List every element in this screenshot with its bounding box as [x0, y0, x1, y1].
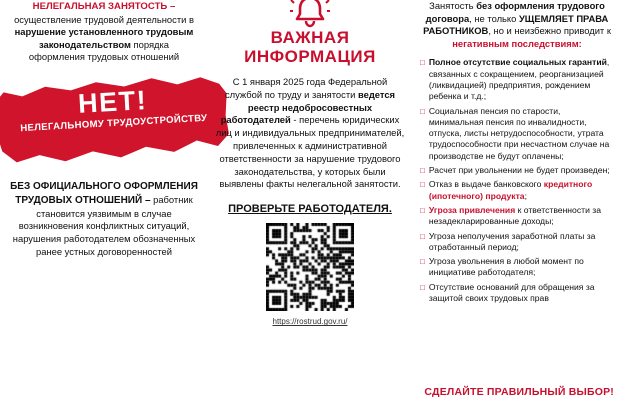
list-item-text: Угроза увольнения в любой момент по инициативе работодателя; [428, 256, 584, 278]
list-item [420, 282, 614, 305]
bullet-square-icon: □ [420, 106, 425, 116]
qr-code-canvas[interactable] [266, 223, 354, 311]
bell-icon [290, 0, 330, 28]
list-item [420, 231, 614, 254]
qr-code[interactable] [266, 223, 354, 311]
definition-text: НЕЛЕГАЛЬНАЯ ЗАНЯТОСТЬ – осуществление трудовой деятельности в нарушение установленного трудовым законодательством порядка оформления трудовых отношений [14, 1, 194, 63]
left-column [0, 0, 206, 400]
final-call-to-action: СДЕЛАЙТЕ ПРАВИЛЬНЫЙ ВЫБОР! [424, 386, 614, 398]
no-contract-warning-text: БЕЗ ОФИЦИАЛЬНОГО ОФОРМЛЕНИЯ ТРУДОВЫХ ОТНОШЕНИЙ – работник становится уязвимым в случае возникновения конфликтных ситуаций, нарушения работодателем обозначенных ранее устных договоренностей [10, 180, 198, 257]
rostrud-url-link[interactable]: https://rostrud.gov.ru/ [272, 317, 348, 327]
middle-column [206, 0, 414, 400]
bullet-square-icon: □ [420, 257, 425, 267]
list-item-text: Угроза неполучения заработной платы за отработанный период; [428, 230, 596, 252]
consequences-list [420, 57, 614, 304]
banner-word: НЕТ! [77, 85, 148, 119]
bullet-square-icon: □ [420, 282, 425, 292]
list-item [420, 165, 614, 176]
right-column [414, 0, 624, 400]
important-info-title: ВАЖНАЯ ИНФОРМАЦИЯ [244, 28, 376, 66]
bullet-square-icon: □ [420, 166, 425, 176]
no-illegal-employment-banner [10, 72, 208, 168]
list-item-text: Полное отсутствие социальных гарантий, связанных с сокращением, реорганизацией (ликвидацией) предприятия, рождением ребенка и т.д.; [428, 57, 610, 102]
list-item [420, 205, 614, 228]
list-item [420, 57, 614, 102]
bullet-square-icon: □ [420, 58, 425, 68]
check-employer-heading: ПРОВЕРЬТЕ РАБОТОДАТЕЛЯ. [228, 203, 392, 216]
list-item [420, 179, 614, 202]
banner-subtitle: НЕЛЕГАЛЬНОМУ ТРУДОУСТРОЙСТВУ [20, 112, 208, 135]
list-item-text: Социальная пенсия по старости, минимальная пенсия по инвалидности, отпуска, листы нетрудоспособности, утрата трудоспособности при несчастном случае на производстве не будут оплачены; [428, 105, 610, 161]
registry-info-text: С 1 января 2025 года Федеральной службой по труду и занятости ведется реестр недобросовестных работодателей - перечень юридических лиц и индивидуальных предпринимателей, привлеченных к административной ответственности за нарушение трудового законодательства, у которых были выявлены факты нелегальной занятости. [215, 76, 405, 190]
consequences-intro-text: Занятость без оформления трудового договора, не только УЩЕМЛЯЕТ ПРАВА РАБОТНИКОВ, но и неизбежно приводит к негативным последствиям: [423, 0, 611, 49]
bell-icon-wrapper [214, 0, 406, 26]
bullet-square-icon: □ [420, 231, 425, 241]
list-item [420, 256, 614, 279]
bullet-square-icon: □ [420, 205, 425, 215]
list-item-text: Угроза привлечения к ответственности за незадекларированные доходы; [428, 204, 601, 227]
bullet-square-icon: □ [420, 180, 425, 190]
list-item-text: Отсутствие оснований для обращения за защитой своих трудовых прав [428, 281, 595, 304]
list-item-text: Отказ в выдаче банковского кредитного (ипотечного) продукта; [428, 179, 593, 201]
list-item [420, 106, 614, 162]
list-item-text: Расчет при увольнении не будет произведен; [428, 165, 610, 176]
